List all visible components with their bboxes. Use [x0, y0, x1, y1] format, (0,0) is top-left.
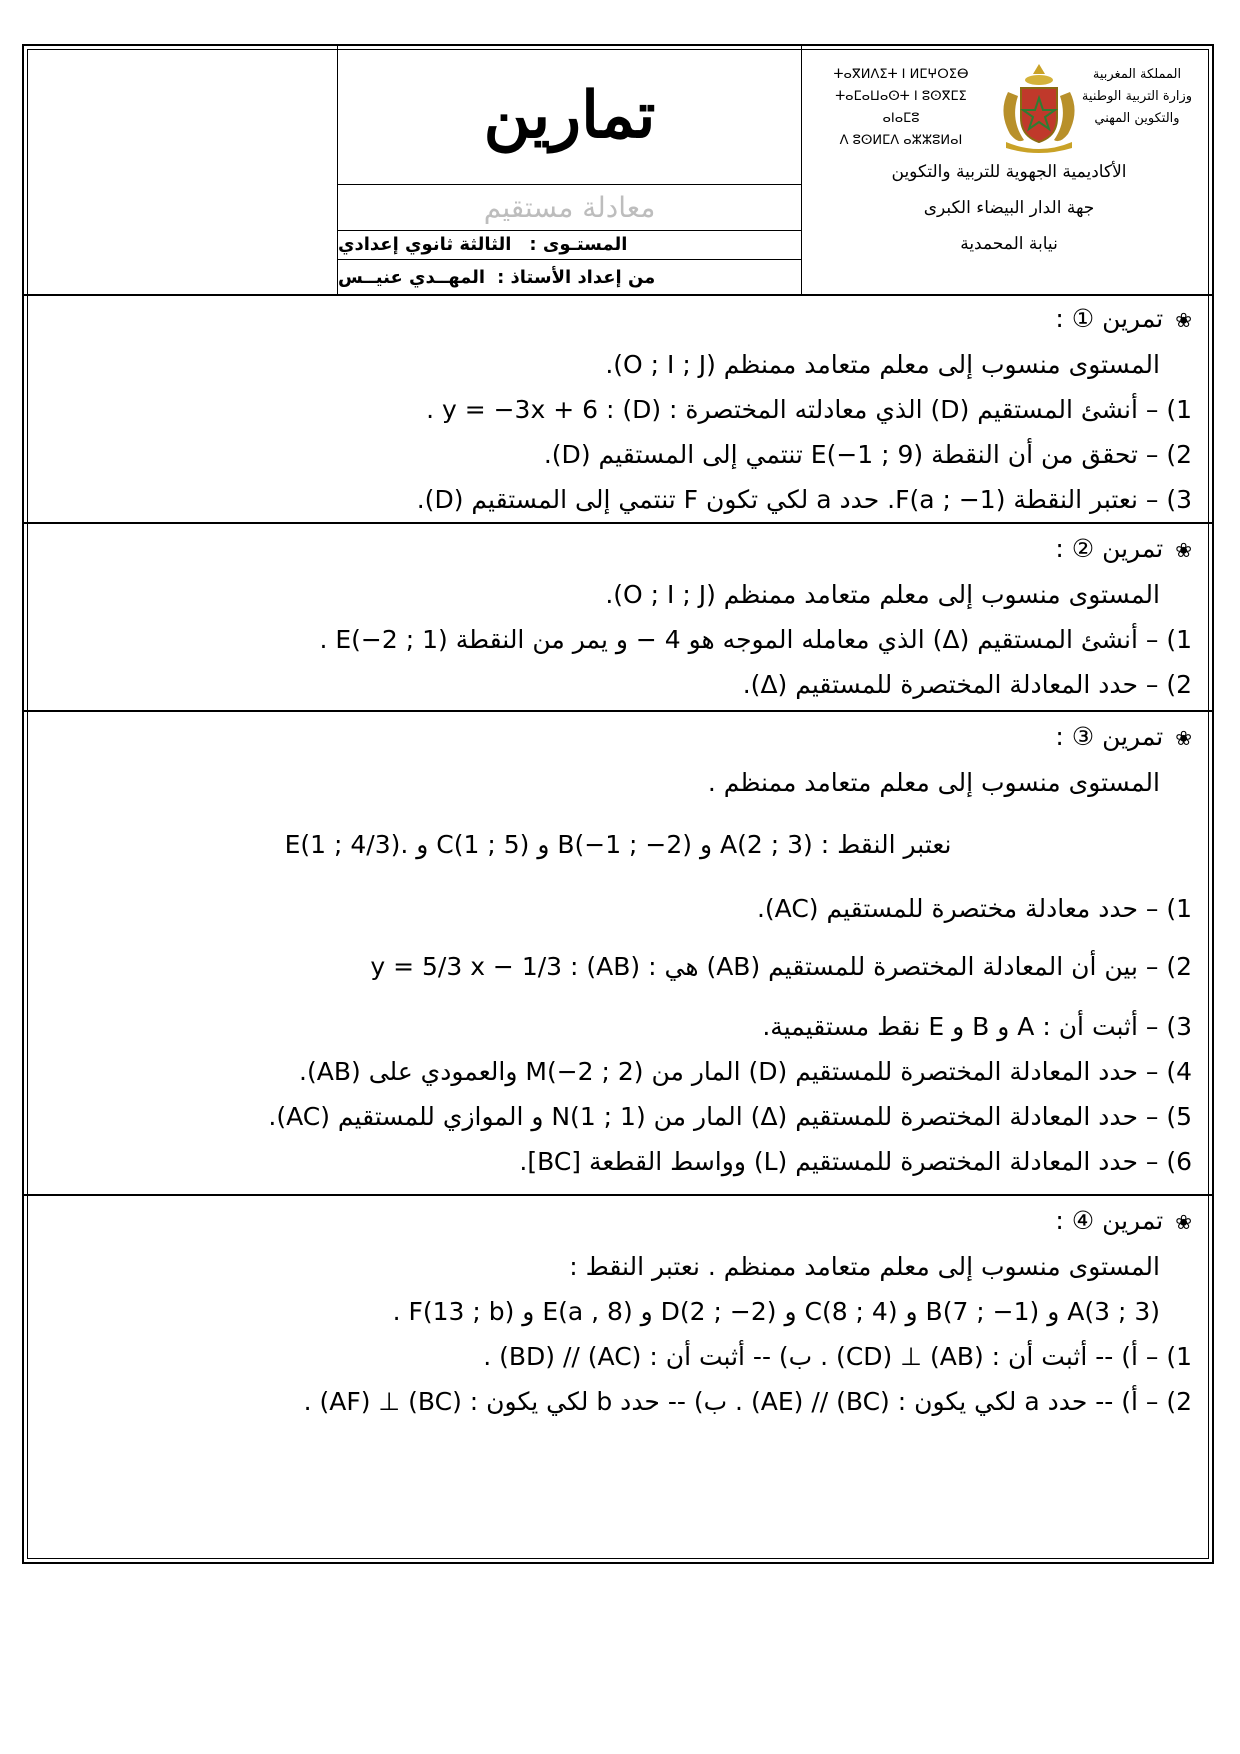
subtitle-box: [338, 184, 801, 231]
exercise-heading: ❀ تمرين ④ :: [1055, 1206, 1192, 1235]
author-row: [338, 260, 801, 294]
ministry-heading: [1072, 64, 1202, 130]
header: [24, 46, 1212, 296]
title-box: [338, 46, 801, 185]
flower-icon: ❀: [1175, 1210, 1192, 1234]
flower-icon: ❀: [1175, 538, 1192, 562]
question: 5) – حدد المعادلة المختصرة للمستقيم (Δ) المار من N(1 ; 1) و الموازي للمستقيم (AC).: [268, 1102, 1192, 1131]
exercise-4: [24, 1196, 1212, 1564]
question: 1) – حدد معادلة مختصرة للمستقيم (AC).: [756, 894, 1192, 923]
question: 4) – حدد المعادلة المختصرة للمستقيم (D) المار من M(−2 ; 2) والعمودي على (AB).: [299, 1057, 1192, 1086]
level-value: الثالثة ثانوي إعدادي: [338, 234, 512, 255]
flower-icon: ❀: [1175, 726, 1192, 750]
question: 6) – حدد المعادلة المختصرة للمستقيم (L) وواسط القطعة [BC].: [519, 1147, 1192, 1176]
header-title-cell: [338, 46, 802, 294]
exercise-line: المستوى منسوب إلى معلم متعامد ممنظم (O ; I ; J).: [605, 350, 1160, 379]
ministry-line: وزارة التربية الوطنية: [1081, 89, 1193, 104]
header-institution-cell: [802, 46, 1216, 294]
exercise-heading: ❀ تمرين ② :: [1055, 534, 1192, 563]
tifinagh-line: ⴷ ⵓⵙⵍⵎⴷ ⴰⵣⵣⵓⵍⴰⵏ: [839, 133, 963, 148]
question: 1) – أنشئ المستقيم (D) الذي معادلته المختصرة : (D) : y = −3x + 6 .: [426, 395, 1192, 424]
flower-icon: ❀: [1175, 308, 1192, 332]
tifinagh-line: ⵜⴰⴳⵍⴷⵉⵜ ⵏ ⵍⵎⵖⵔⵉⴱ: [833, 67, 969, 82]
ministry-line: المملكة المغربية: [1092, 67, 1182, 82]
author-value: المهــدي عنيــس: [338, 266, 486, 288]
region-name: جهة الدار البيضاء الكبرى: [923, 198, 1095, 218]
question: 3) – أثبت أن : A و B و E نقط مستقيمية.: [762, 1012, 1192, 1041]
coat-of-arms-emblem: [996, 62, 1082, 154]
question: 1) – أ) -- أثبت أن : (AB) ⊥ (CD) . ب) -- أثبت أن : (AC) // (BD) .: [483, 1342, 1192, 1371]
page-title: تمارين: [483, 77, 656, 153]
exercise-2: [24, 524, 1212, 712]
exercise-1: [24, 294, 1212, 524]
tifinagh-line: ⵜⴰⵎⴰⵡⴰⵙⵜ ⵏ ⵓⵙⴳⵎⵉ ⴰⵏⴰⵎⵓ: [835, 89, 967, 126]
question: 2) – تحقق من أن النقطة E(−1 ; 9) تنتمي إلى المستقيم (D).: [543, 440, 1192, 469]
exercise-heading: ❀ تمرين ① :: [1055, 304, 1192, 333]
points-list: نعتبر النقط : A(2 ; 3) و B(−1 ; −2) و C(1 ; 5) و .E(1 ; 4/3): [284, 830, 952, 859]
worksheet: [22, 44, 1214, 1564]
directorate-name: نيابة المحمدية: [960, 234, 1058, 254]
level-row: [338, 230, 801, 260]
academy-name: الأكاديمية الجهوية للتربية والتكوين: [891, 162, 1127, 182]
exercise-heading: ❀ تمرين ③ :: [1055, 722, 1192, 751]
author-label: من إعداد الأستاذ :: [497, 266, 656, 288]
question: 2) – حدد المعادلة المختصرة للمستقيم (Δ).: [742, 670, 1192, 699]
exercise-3: [24, 712, 1212, 1196]
ministry-line: والتكوين المهني: [1094, 111, 1180, 126]
page-subtitle: معادلة مستقيم: [483, 190, 656, 224]
exercise-line: المستوى منسوب إلى معلم متعامد ممنظم (O ; I ; J).: [605, 580, 1160, 609]
question: 2) – أ) -- حدد a لكي يكون : (BC) // (AE) . ب) -- حدد b لكي يكون : (BC) ⊥ (AF) .: [303, 1387, 1192, 1416]
tifinagh-heading: [816, 64, 986, 152]
exercise-line: المستوى منسوب إلى معلم متعامد ممنظم .: [707, 768, 1160, 797]
question: 1) – أنشئ المستقيم (Δ) الذي معامله الموجه هو 4 − و يمر من النقطة E(−2 ; 1) .: [319, 625, 1192, 654]
header-blank-cell: [24, 46, 338, 294]
level-label: المستـوى :: [529, 234, 628, 255]
question: 3) – نعتبر النقطة F(a ; −1). حدد a لكي تكون F تنتمي إلى المستقيم (D).: [416, 485, 1192, 514]
points-list: A(3 ; 3) و B(7 ; −1) و C(8 ; 4) و D(2 ; −2) و E(a , 8) و F(13 ; b) .: [392, 1297, 1160, 1326]
question: 2) – بين أن المعادلة المختصرة للمستقيم (AB) هي : (AB) : y = 5/3 x − 1/3: [370, 952, 1192, 981]
exercise-line: المستوى منسوب إلى معلم متعامد ممنظم . نعتبر النقط :: [569, 1252, 1160, 1281]
